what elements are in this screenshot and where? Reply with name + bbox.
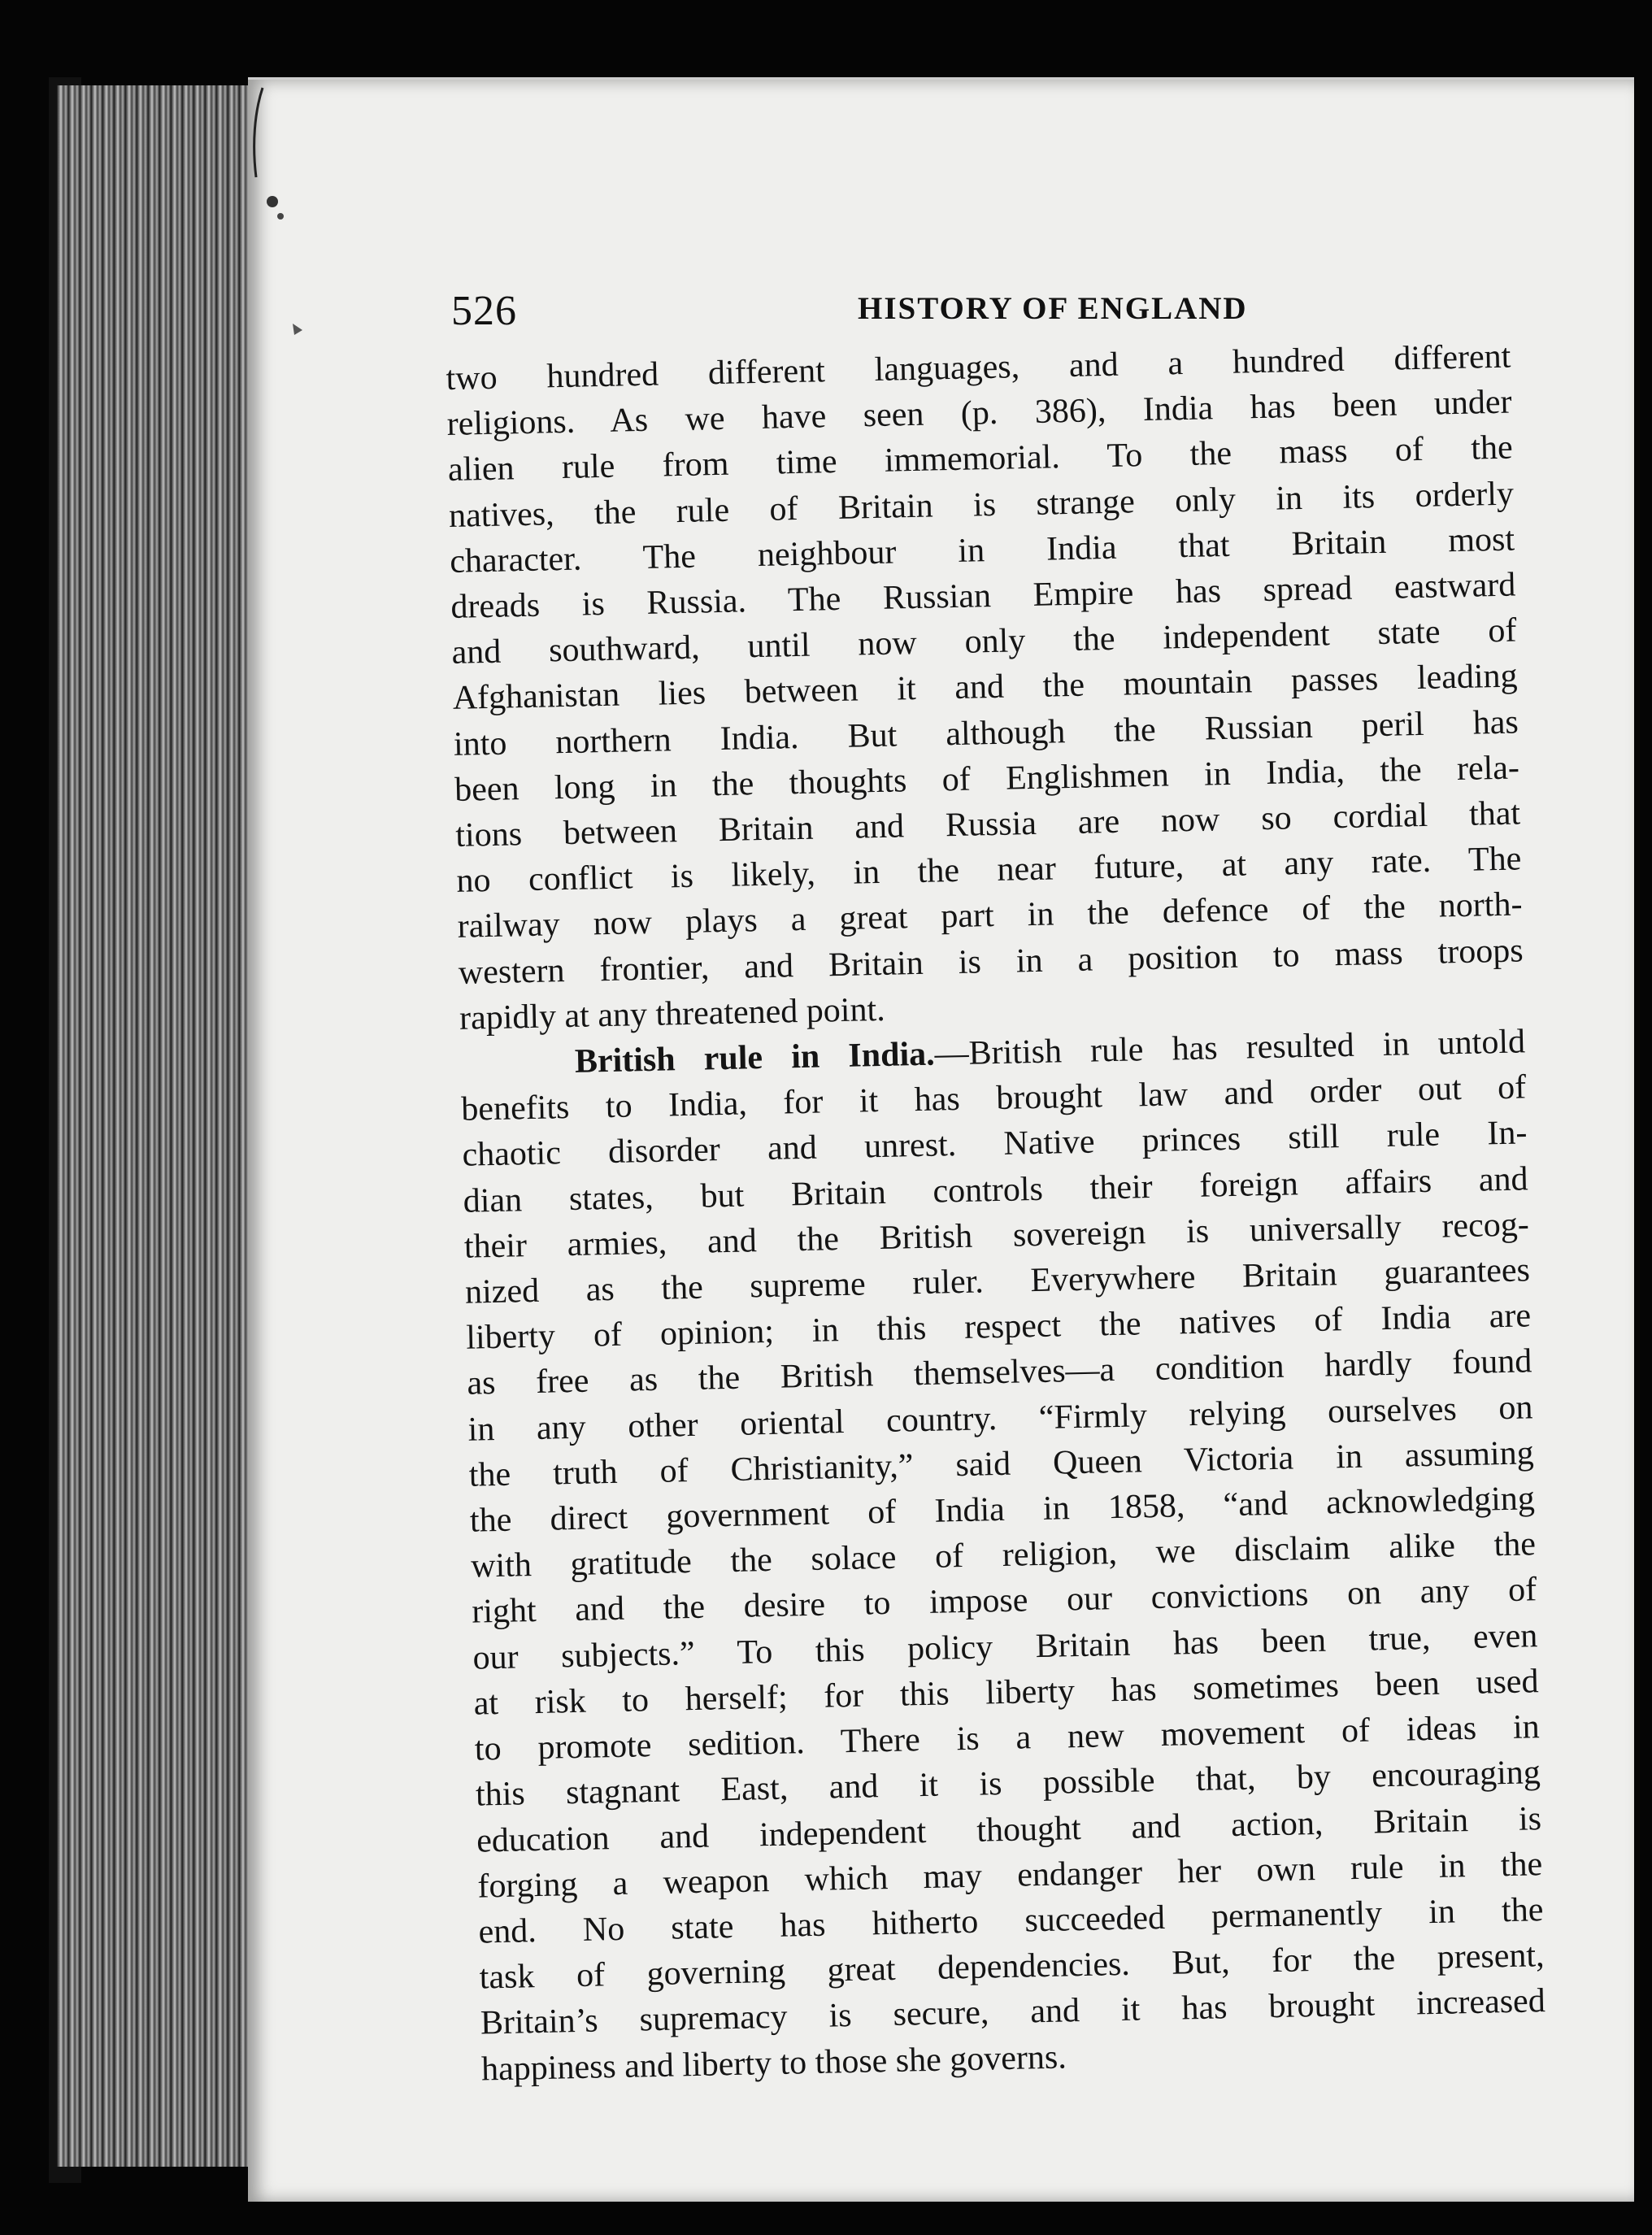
text-line: our subjects.” To this policy Britain has been true, even <box>472 1616 1538 1677</box>
text-line: benefits to India, for it has brought law and order out of <box>460 1068 1527 1129</box>
text-line: Britain’s supremacy is secure, and it has brought increased <box>480 1982 1546 2042</box>
text-line: the truth of Christianity,” said Queen Victoria in assuming <box>468 1434 1535 1494</box>
text-line: no conflict is likely, in the near future, at any rate. The <box>456 840 1522 901</box>
page-number: 526 <box>451 288 517 334</box>
text-line: western frontier, and Britain is in a position to mass troops <box>458 932 1524 992</box>
section-heading: British rule in India. <box>574 1035 936 1081</box>
scan-artifact-mark <box>248 80 337 421</box>
book-page-edges <box>57 85 260 2167</box>
text-line: to promote sedition. There is a new movement of ideas in <box>474 1708 1541 1768</box>
text-line: liberty of opinion; in this respect the natives of India are <box>465 1297 1532 1357</box>
text-line: rapidly at any threatened point. <box>459 990 886 1037</box>
text-line: with gratitude the solace of religion, we disclaim alike the <box>470 1525 1537 1585</box>
text-line: forging a weapon which may endanger her own rule in the <box>476 1845 1543 1906</box>
text-line: the direct government of India in 1858, “and acknowledging <box>469 1480 1536 1540</box>
text-line: education and independent thought and action, Britain is <box>476 1799 1542 1860</box>
text-span: —British rule has resulted in untold <box>934 1023 1526 1073</box>
text-line: two hundred different languages, and a hundred different <box>446 337 1511 398</box>
text-line: character. The neighbour in India that Britain most <box>449 520 1515 580</box>
book-page <box>248 77 1634 2202</box>
paragraph-1 <box>446 334 1524 1041</box>
text-line: dreads is Russia. The Russian Empire has spread eastward <box>450 566 1516 626</box>
text-line: alien rule from time immemorial. To the mass of the <box>447 428 1514 489</box>
text-line: as free as the British themselves—a condition hardly found <box>466 1342 1532 1403</box>
text-line: end. No state has hitherto succeeded permanently in the <box>478 1891 1544 1951</box>
text-line: right and the desire to impose our convictions on any of <box>471 1571 1537 1632</box>
text-line: railway now plays a great part in the defence of the north- <box>457 885 1523 946</box>
text-line: this stagnant East, and it is possible that, by encouraging <box>475 1754 1541 1814</box>
text-line: nized as the supreme ruler. Everywhere Britain guarantees <box>464 1251 1531 1311</box>
text-line: and southward, until now only the independent state of <box>451 611 1517 672</box>
text-line: dian states, but Britain controls their foreign affairs and <box>463 1159 1528 1220</box>
text-line: at risk to herself; for this liberty has sometimes been used <box>473 1663 1539 1723</box>
paragraph-2 <box>460 1019 1547 2092</box>
text-line: into northern India. But although the Russian peril has <box>453 703 1519 763</box>
text-line: chaotic disorder and unrest. Native princes still rule In- <box>462 1114 1528 1175</box>
text-line: been long in the thoughts of Englishmen in India, the rela- <box>454 749 1520 809</box>
text-line: religions. As we have seen (p. 386), India has been under <box>446 383 1512 444</box>
page-header <box>451 279 1508 336</box>
text-line: Afghanistan lies between it and the mountain passes leading <box>452 657 1519 718</box>
body-text <box>446 334 1546 2093</box>
running-head: HISTORY OF ENGLAND <box>858 291 1248 326</box>
text-line: their armies, and the British sovereign is universally recog- <box>463 1206 1530 1266</box>
text-line: tions between Britain and Russia are now so cordial that <box>454 794 1521 854</box>
text-line: natives, the rule of Britain is strange only in its orderly <box>448 475 1515 535</box>
text-line: in any other oriental country. “Firmly relying ourselves on <box>467 1388 1533 1449</box>
text-line: happiness and liberty to those she governs. <box>480 2037 1067 2089</box>
text-line: task of governing great dependencies. But, for the present, <box>479 1937 1545 1997</box>
